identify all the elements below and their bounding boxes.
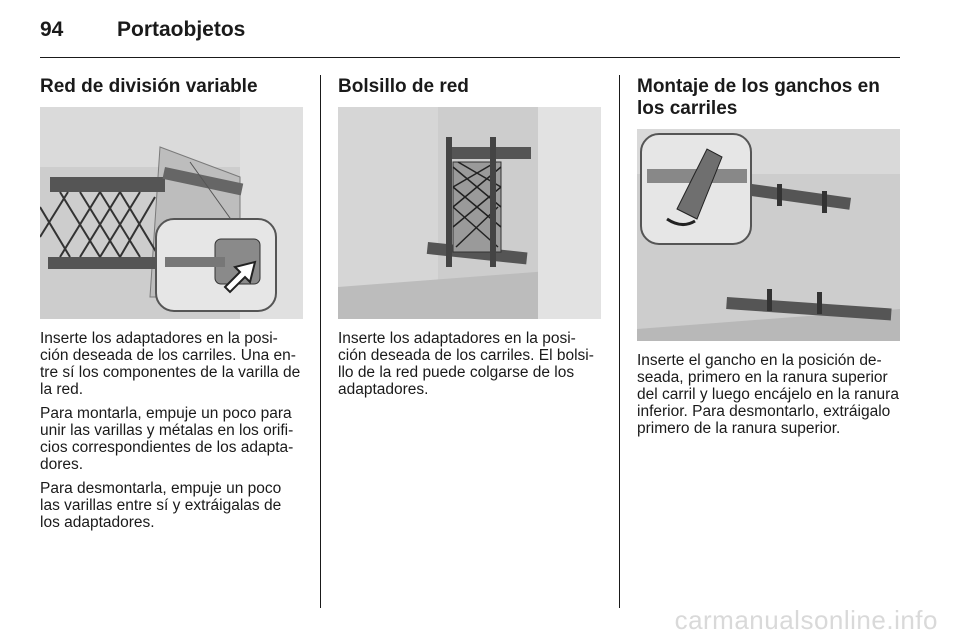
body-paragraph: Para desmontarla, empuje un poco las varillas entre sí y extráigalas de los adaptadores. xyxy=(40,480,282,531)
section-variable-net xyxy=(40,76,304,538)
section-heading: Red de división variable xyxy=(40,76,258,97)
body-paragraph: Para montarla, empuje un poco para unir las varillas y métalas en los orifi-cios correspondientes de los adapta-dores. xyxy=(40,405,294,473)
body-paragraph: Inserte los adaptadores en la posi-ción deseada de los carriles. El bolsi-llo de la red puede colgarse de los adaptadores. xyxy=(338,330,594,398)
section-heading: Bolsillo de red xyxy=(338,76,469,97)
column-divider xyxy=(320,75,321,608)
watermark: carmanualsonline.info xyxy=(674,605,938,635)
section-hooks-rails xyxy=(637,76,901,444)
body-paragraph: Inserte el gancho en la posición de-seada, primero en la ranura superior del carril y luego encájelo en la ranura inferior. Para desmontarlo, extráigalo primero de la ranura superior. xyxy=(637,352,899,437)
section-heading: Montaje de los ganchos en los carriles xyxy=(637,76,880,119)
page-number: 94 xyxy=(40,18,64,41)
body-paragraph: Inserte los adaptadores en la posi-ción deseada de los carriles. Una en-tre sí los componentes de la varilla de la red. xyxy=(40,330,301,398)
header-rule xyxy=(40,57,900,58)
figure-net-pocket-illustration xyxy=(338,107,601,319)
section-net-pocket xyxy=(338,76,602,405)
figure-variable-net-illustration xyxy=(40,107,303,319)
page-title: Portaobjetos xyxy=(117,18,246,41)
column-divider xyxy=(619,75,620,608)
figure-hooks-rails-illustration xyxy=(637,129,900,341)
